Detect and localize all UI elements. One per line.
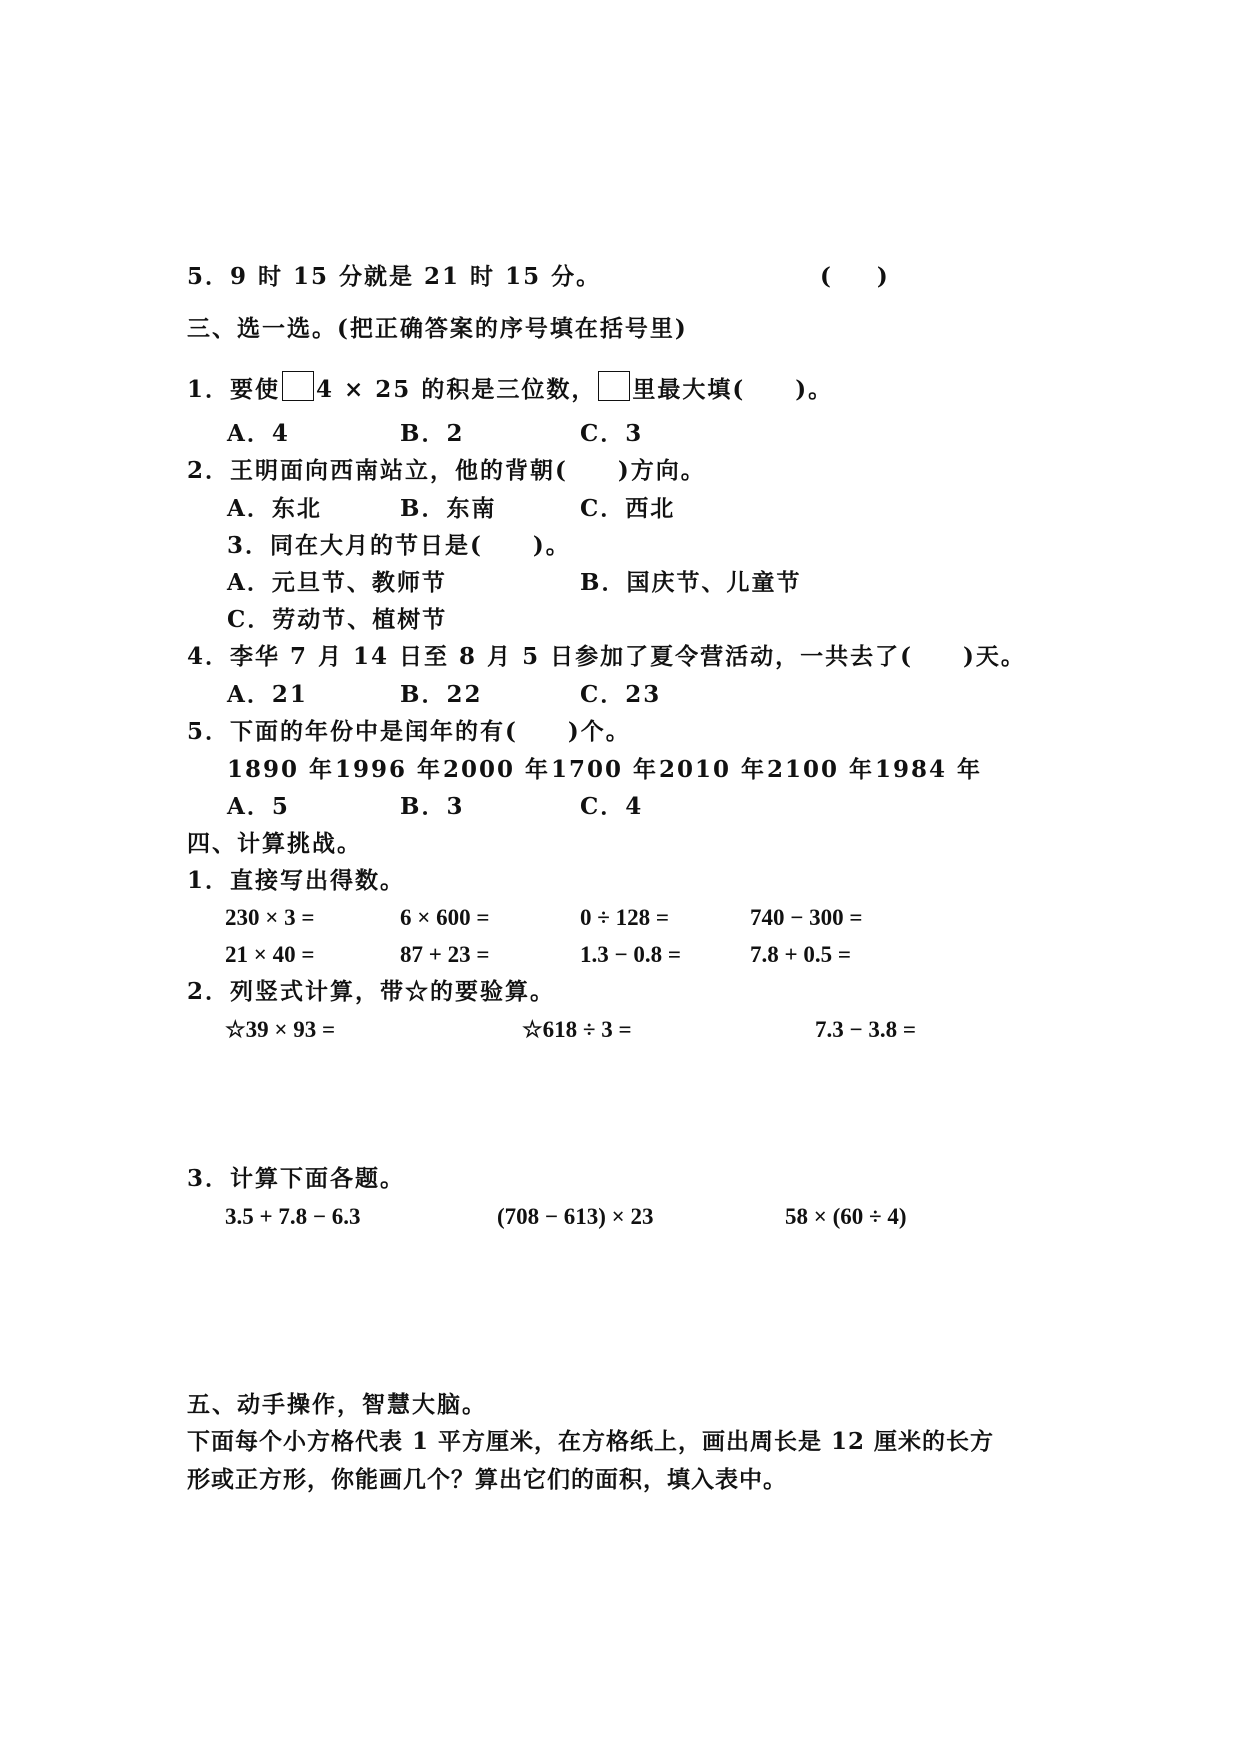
- vertical-calc-item: ☆618 ÷ 3 =: [522, 1017, 632, 1042]
- q4-option-a[interactable]: A．21: [227, 681, 308, 708]
- year-item: 2010 年: [659, 756, 767, 783]
- calc-question-3-title: 3．计算下面各题。: [187, 1165, 406, 1192]
- q1-option-a[interactable]: A．4: [227, 420, 290, 447]
- calc-question-1-title: 1．直接写出得数。: [187, 867, 406, 894]
- oral-calc-item: 0 ÷ 128 =: [580, 905, 669, 930]
- q3-option-a[interactable]: A．元旦节、教师节: [227, 569, 447, 596]
- q1-option-b[interactable]: B．2: [400, 420, 465, 447]
- answer-parentheses[interactable]: ( ): [820, 263, 888, 290]
- expression-item: 3.5 + 7.8 − 6.3: [225, 1204, 361, 1229]
- oral-calc-item: 7.8 + 0.5 =: [750, 942, 851, 967]
- oral-calc-item: 740 − 300 =: [750, 905, 863, 930]
- year-item: 1996 年: [335, 756, 443, 783]
- q2-option-b[interactable]: B．东南: [400, 495, 497, 522]
- oral-calc-item: 6 × 600 =: [400, 905, 490, 930]
- choice-question-4: 4．李华 7 月 14 日至 8 月 5 日参加了夏令营活动，一共去了( )天。: [187, 643, 1026, 670]
- choice-question-1: [187, 371, 833, 405]
- choice-question-5: 5．下面的年份中是闰年的有( )个。: [187, 718, 631, 745]
- q5-option-c[interactable]: C．4: [580, 793, 644, 820]
- oral-calc-item: 230 × 3 =: [225, 905, 315, 930]
- expression-item: 58 × (60 ÷ 4): [785, 1204, 907, 1229]
- section-5-instruction-line1: 下面每个小方格代表 1 平方厘米，在方格纸上，画出周长是 12 厘米的长方: [187, 1428, 995, 1455]
- section-5-title: 五、动手操作，智慧大脑。: [187, 1391, 487, 1418]
- q1-option-c[interactable]: C．3: [580, 420, 644, 447]
- choice-question-2: 2．王明面向西南站立，他的背朝( )方向。: [187, 457, 706, 484]
- year-item: 2100 年: [767, 756, 875, 783]
- q4-option-c[interactable]: C．23: [580, 681, 662, 708]
- q2-option-a[interactable]: A．东北: [227, 495, 322, 522]
- year-item: 1700 年: [551, 756, 659, 783]
- q4-option-b[interactable]: B．22: [400, 681, 483, 708]
- q1-prefix: 1．要使: [187, 376, 281, 403]
- judge-question-5: 5．9 时 15 分就是 21 时 15 分。: [187, 263, 602, 290]
- year-item: 1890 年: [227, 756, 335, 783]
- q3-option-c[interactable]: C．劳动节、植树节: [227, 606, 448, 633]
- q5-option-b[interactable]: B．3: [400, 793, 465, 820]
- section-3-title: 三、选一选。(把正确答案的序号填在括号里): [187, 315, 688, 342]
- oral-calc-item: 21 × 40 =: [225, 942, 315, 967]
- vertical-calc-item: 7.3 − 3.8 =: [815, 1017, 916, 1042]
- q2-option-c[interactable]: C．西北: [580, 495, 676, 522]
- oral-calc-item: 1.3 − 0.8 =: [580, 942, 681, 967]
- q1-suffix: 里最大填( )。: [632, 376, 834, 403]
- blank-box[interactable]: [598, 371, 630, 401]
- blank-box[interactable]: [282, 371, 314, 401]
- q3-option-b[interactable]: B．国庆节、儿童节: [580, 569, 802, 596]
- vertical-calc-item: ☆39 × 93 =: [225, 1017, 336, 1042]
- year-item: 2000 年: [443, 756, 551, 783]
- expression-item: (708 − 613) × 23: [497, 1204, 654, 1229]
- year-item: 1984 年: [875, 756, 983, 783]
- oral-calc-item: 87 + 23 =: [400, 942, 490, 967]
- section-4-title: 四、计算挑战。: [187, 830, 362, 857]
- q1-middle: 4 × 25 的积是三位数，: [316, 376, 597, 403]
- section-5-instruction-line2: 形或正方形，你能画几个？算出它们的面积，填入表中。: [187, 1466, 787, 1493]
- q5-option-a[interactable]: A．5: [227, 793, 290, 820]
- calc-question-2-title: 2．列竖式计算，带☆的要验算。: [187, 978, 556, 1005]
- choice-question-3: 3．同在大月的节日是( )。: [227, 532, 571, 559]
